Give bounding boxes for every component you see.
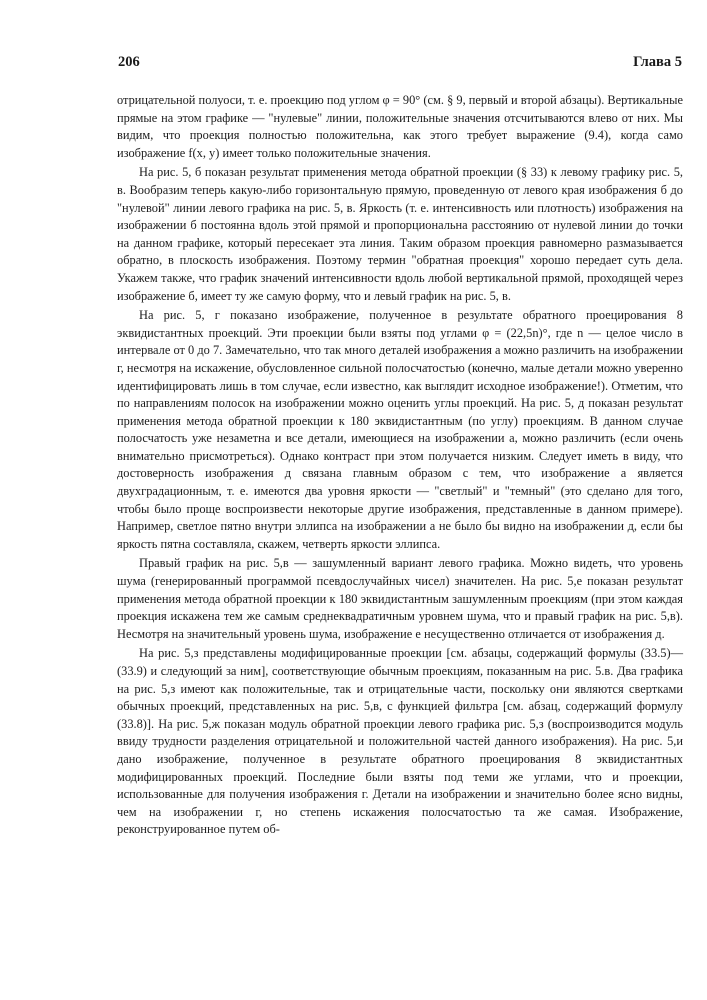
chapter-title: Глава 5	[633, 54, 682, 70]
paragraph-2: На рис. 5, б показан результат применения метода обратной проекции (§ 33) к левому графику рис. 5, в. Вообразим теперь какую-либо горизонтальную прямую, проведенную от левого края изображения б до "нулевой" линии левого графика на рис. 5, в. Яркость (т. е. интенсивность или плотность) изображения на изображении б постоянна вдоль этой прямой и пропорциональна расстоянию от нулевой линии до точки на данном графике, который пересекает эта линия. Таким образом проекция равномерно размазывается обратно, в плоскость изображения. Поэтому термин "обратная проекция" хорошо передает суть дела. Укажем также, что график значений интенсивности вдоль любой вертикальной прямой, проходящей через изображение б, имеет ту же самую форму, что и левый график на рис. 5, в.	[117, 165, 683, 303]
paragraph-5: На рис. 5,з представлены модифицированные проекции [см. абзацы, содержащий формулы (33.5)—(33.9) и следующий за ним], соответствующие обычным проекциям, показанным на рис. 5.в. Два графика на рис. 5,з имеют как положительные, так и отрицательные части, поскольку они являются свертками обычных проекций, представленных на рис. 5,в, с функцией фильтра [см. абзац, содержащий формулу (33.8)]. На рис. 5,ж показан модуль обратной проекции левого графика рис. 5,з (воспроизводится модуль ввиду трудности разделения отрицательной и положительной частей данного изображения). На рис. 5,и дано изображение, полученное в результате обратного проецирования 8 эквидистантных модифицированных проекций. Последние были взяты под теми же углами, что и проекции, использованные для получения изображения г. Детали на изображении и значительно более ясно видны, чем на изображении г, но степень искажения полосчатостью та же самая. Изображение, реконструированное путем об-	[117, 646, 683, 837]
body-text	[117, 92, 683, 841]
paragraph-1: отрицательной полуоси, т. е. проекцию под углом φ = 90° (см. § 9, первый и второй абзацы). Вертикальные прямые на этом графике — "нулевые" линии, положительные значения отсчитываются влево от них. Мы видим, что проекция полностью положительна, как этого требует выражение (9.4), когда само изображение f(x, y) имеет только положительные значения.	[117, 93, 683, 160]
page-header	[118, 54, 682, 74]
page-number: 206	[118, 54, 140, 70]
paragraph-4: Правый график на рис. 5,в — зашумленный вариант левого графика. Можно видеть, что уровень шума (генерированный программой псевдослучайных чисел) значителен. На рис. 5,е показан результат применения метода обратной проекции к 180 эквидистантным зашумленным проекциям (при этом каждая проекция искажена тем же самым среднеквадратичным уровнем шума, что и правый график на рис. 5,в). Несмотря на значительный уровень шума, изображение е несущественно отличается от изображения д.	[117, 556, 683, 641]
paragraph-3: На рис. 5, г показано изображение, полученное в результате обратного проецирования 8 эквидистантных проекций. Эти проекции были взяты под углами φ = (22,5n)°, где n — целое число в интервале от 0 до 7. Замечательно, что так много деталей изображения а можно различить на изображении г, несмотря на искажение, обусловленное сильной полосчатостью (конечно, малые детали можно уверенно идентифицировать лишь в том случае, если известно, как выглядит исходное изображение!). Отметим, что по направлениям полосок на изображении можно оценить углы проекций. На рис. 5, д показан результат применения метода обратной проекции к 180 эквидистантным (по углу) проекциям. В данном случае полосчатость уже незаметна и все детали, имеющиеся на изображении а, можно различить (если очень внимательно присмотреться). Однако контраст при этом получается низким. Следует иметь в виду, что достоверность изображения д связана главным образом с тем, что изображение а является двухградационным, т. е. имеются два уровня яркости — "светлый" и "темный" (это сделано для того, чтобы было проще воспроизвести некоторые другие изображения, представленные в данном примере). Например, светлое пятно внутри эллипса на изображении а не было бы видно на изображении д, если бы яркость пятна составляла, скажем, четверть яркости эллипса.	[117, 308, 683, 551]
